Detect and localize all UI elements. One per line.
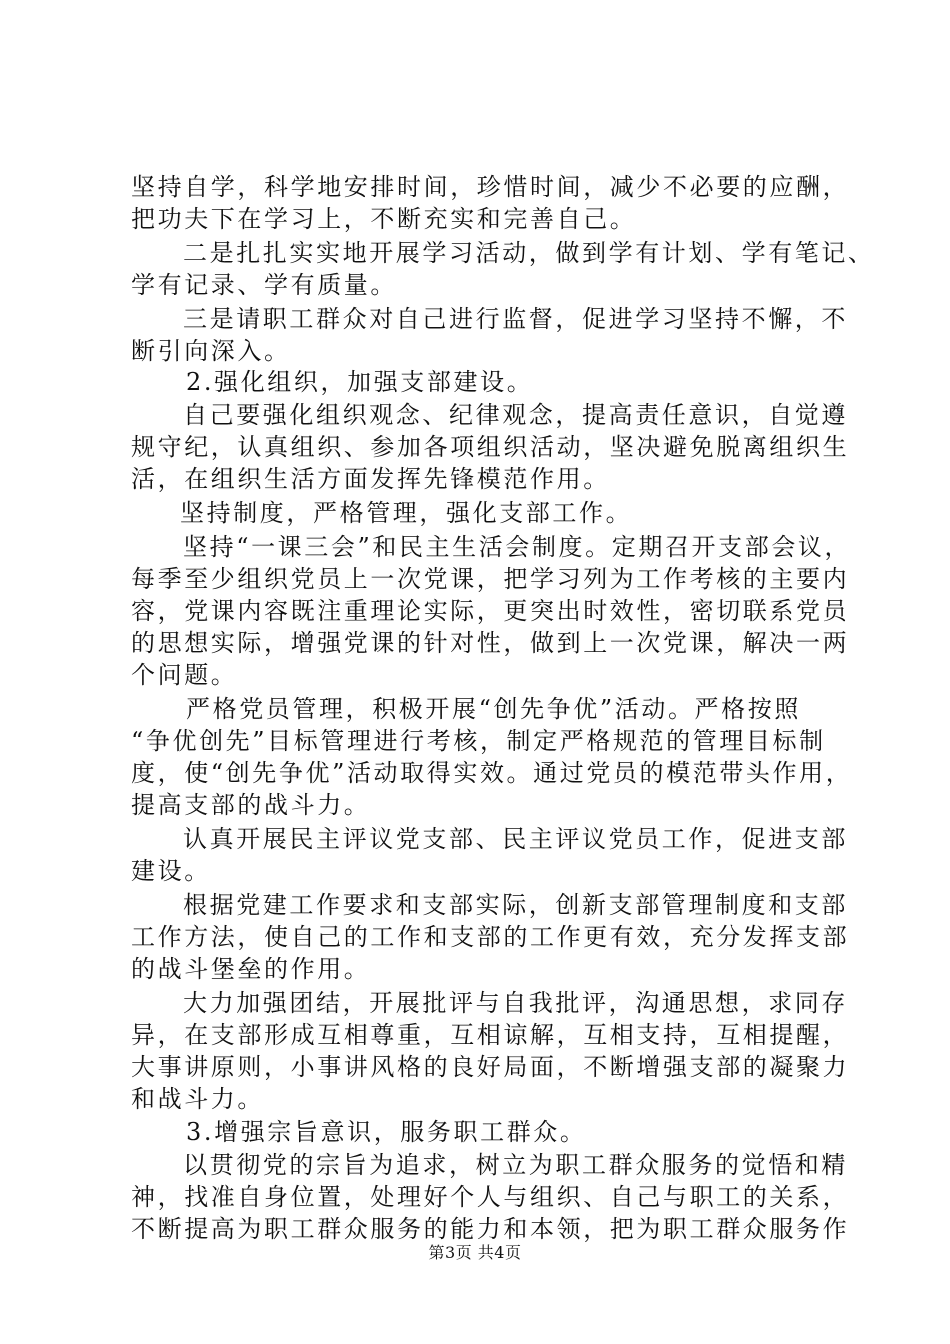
section-heading: 2.强化组织，加强支部建设。 [186,368,534,396]
text-line: 自己要强化组织观念、纪律观念，提高责任意识，自觉遵 [183,401,848,429]
text-line: 坚持“一课三会”和民主生活会制度。定期召开支部会议， [183,533,852,561]
text-line: 活，在组织生活方面发挥先锋模范作用。 [131,465,610,493]
text-line: 大事讲原则，小事讲风格的良好局面，不断增强支部的凝聚力 [131,1053,850,1081]
text-line: 断引向深入。 [131,337,291,365]
text-line: 二是扎扎实实地开展学习活动，做到学有计划、学有笔记、 [183,239,875,267]
text-line: 异，在支部形成互相尊重，互相谅解，互相支持，互相提醒， [131,1021,850,1049]
text-line: 神，找准自身位置，处理好个人与组织、自己与职工的关系， [131,1183,850,1211]
text-line: 坚持制度，严格管理，强化支部工作。 [180,499,633,527]
text-line: 大力加强团结，开展批评与自我批评，沟通思想，求同存 [183,989,848,1017]
text-line: 工作方法，使自己的工作和支部的工作更有效，充分发挥支部 [131,923,850,951]
text-line: 容，党课内容既注重理论实际，更突出时效性，密切联系党员 [131,597,850,625]
text-line: 认真开展民主评议党支部、民主评议党员工作，促进支部 [183,825,848,853]
text-line: 把功夫下在学习上，不断充实和完善自己。 [131,205,637,233]
text-line: 的思想实际，增强党课的针对性，做到上一次党课，解决一两 [131,629,850,657]
text-line: 学有记录、学有质量。 [131,271,397,299]
page-footer [0,1243,950,1263]
text-line: 严格党员管理，积极开展“创先争优”活动。严格按照 [186,695,801,723]
text-line: 根据党建工作要求和支部实际，创新支部管理制度和支部 [183,891,848,919]
text-line: 三是请职工群众对自己进行监督，促进学习坚持不懈，不 [183,305,848,333]
section-heading: 3.增强宗旨意识，服务职工群众。 [186,1118,587,1146]
text-line: 每季至少组织党员上一次党课，把学习列为工作考核的主要内 [131,565,850,593]
text-line: 坚持自学，科学地安排时间，珍惜时间，减少不必要的应酬， [131,173,850,201]
text-line: 建设。 [131,857,211,885]
text-line: 度，使“创先争优”活动取得实效。通过党员的模范带头作用， [131,759,853,787]
text-line: 个问题。 [131,661,238,689]
page-number-label: 第3页 共4页 [428,1243,522,1262]
text-line: “争优创先”目标管理进行考核，制定严格规范的管理目标制 [131,727,826,755]
text-line: 规守纪，认真组织、参加各项组织活动，坚决避免脱离组织生 [131,433,850,461]
text-line: 提高支部的战斗力。 [131,791,371,819]
text-line: 以贯彻党的宗旨为追求，树立为职工群众服务的觉悟和精 [183,1151,848,1179]
text-line: 不断提高为职工群众服务的能力和本领，把为职工群众服务作 [131,1215,850,1243]
text-line: 和战斗力。 [131,1085,264,1113]
text-line: 的战斗堡垒的作用。 [131,955,371,983]
